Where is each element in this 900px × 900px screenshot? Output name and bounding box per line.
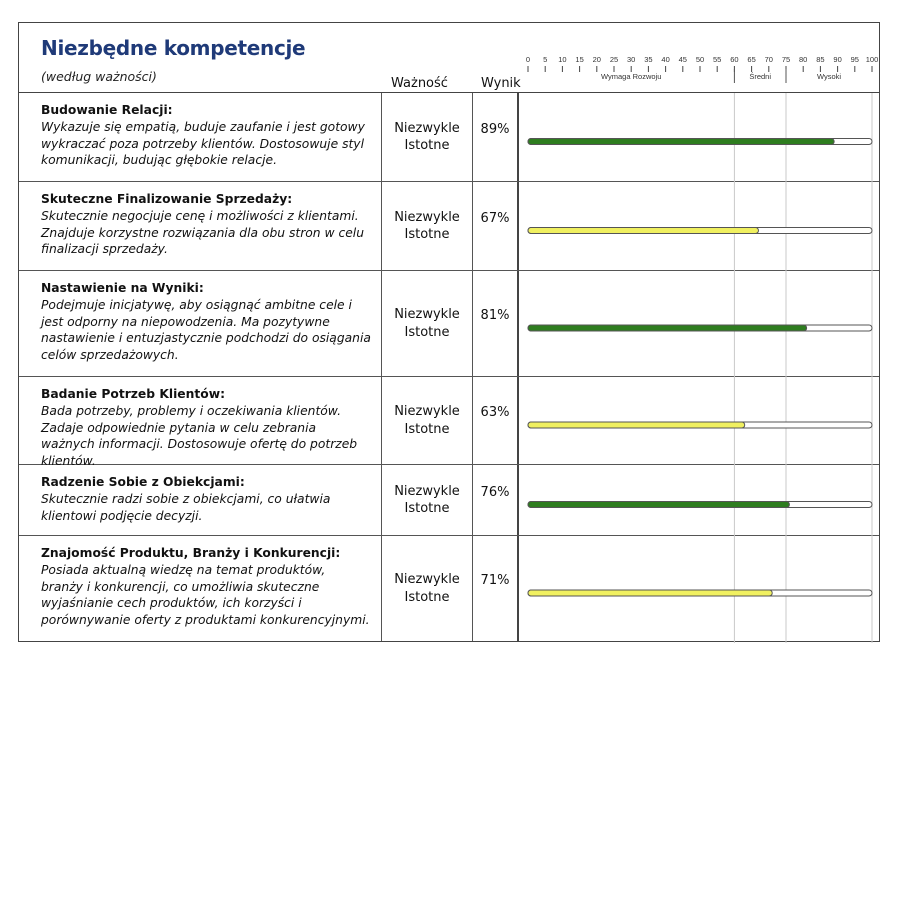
x-tick-label: 5 bbox=[543, 55, 548, 64]
score-column-header: Wynik bbox=[481, 76, 521, 91]
x-tick-label: 70 bbox=[764, 55, 773, 64]
competency-name: Budowanie Relacji: bbox=[41, 103, 173, 117]
x-tick-label: 90 bbox=[833, 55, 842, 64]
x-tick-label: 50 bbox=[695, 55, 705, 64]
x-tick-label: 55 bbox=[713, 55, 722, 64]
score-bar bbox=[528, 325, 807, 331]
score-value: 76% bbox=[480, 484, 510, 500]
competency-name: Radzenie Sobie z Obiekcjami: bbox=[41, 475, 245, 489]
importance-value: Niezwykle Istotne bbox=[394, 209, 460, 242]
importance-value: Niezwykle Istotne bbox=[394, 120, 460, 153]
x-tick-label: 15 bbox=[575, 55, 584, 64]
importance-value: Niezwykle Istotne bbox=[394, 483, 460, 516]
x-tick-label: 30 bbox=[627, 55, 636, 64]
score-value: 67% bbox=[480, 210, 510, 226]
x-tick-label: 100 bbox=[865, 55, 879, 64]
importance-column-header: Ważność bbox=[391, 76, 448, 91]
x-tick-label: 10 bbox=[558, 55, 567, 64]
x-tick-label: 25 bbox=[609, 55, 619, 64]
competency-description: Bada potrzeby, problemy i oczekiwania klientów. Zadaje odpowiednie pytania w celu zebrania ważnych informacji. Dostosowuje ofertę do potrzeb klientów. bbox=[41, 403, 358, 469]
x-tick-label: 0 bbox=[525, 55, 531, 64]
x-tick-label: 65 bbox=[747, 55, 756, 64]
competency-name: Znajomość Produktu, Branży i Konkurencji: bbox=[41, 546, 341, 560]
x-tick-label: 35 bbox=[644, 55, 653, 64]
importance-value: Niezwykle Istotne bbox=[394, 307, 460, 340]
importance-value: Niezwykle Istotne bbox=[394, 404, 460, 437]
page-title: Niezbędne kompetencje bbox=[41, 36, 306, 60]
competency-name: Badanie Potrzeb Klientów: bbox=[41, 387, 226, 401]
competency-description: Skutecznie negocjuje cenę i możliwości z klientami. Znajduje korzystne rozwiązania dla obu stron w celu finalizacji sprzedaży. bbox=[41, 208, 364, 257]
score-value: 63% bbox=[480, 405, 510, 420]
competency-name: Nastawienie na Wyniki: bbox=[41, 281, 204, 295]
competency-description: Podejmuje inicjatywę, aby osiągnąć ambitne cele i jest odporny na niepowodzenia. Ma pozytywne nastawienie i entuzjastycznie podchodzi do osiągania celów sprzedażowych. bbox=[41, 297, 371, 363]
x-tick-label: 75 bbox=[781, 55, 791, 64]
x-tick-label: 60 bbox=[730, 55, 739, 64]
band-label: Wymaga Rozwoju bbox=[601, 72, 662, 81]
score-bar-chart bbox=[19, 23, 881, 643]
x-tick-label: 45 bbox=[678, 55, 687, 64]
score-value: 89% bbox=[480, 121, 510, 137]
x-tick-label: 85 bbox=[816, 55, 825, 64]
band-label: Średni bbox=[749, 72, 772, 81]
score-value: 71% bbox=[480, 573, 510, 588]
competency-description: Wykazuje się empatią, buduje zaufanie i jest gotowy wykraczać poza potrzeby klientów. Dostosowuje styl komunikacji, budując głębokie relacje. bbox=[41, 119, 365, 168]
competency-description: Skutecznie radzi sobie z obiekcjami, co ułatwia klientowi podjęcie decyzji. bbox=[41, 491, 331, 523]
band-label: Wysoki bbox=[816, 72, 842, 81]
score-bar bbox=[528, 502, 789, 508]
page-subtitle: (według ważności) bbox=[41, 69, 157, 84]
score-bar bbox=[528, 590, 772, 596]
importance-value: Niezwykle Istotne bbox=[394, 572, 460, 605]
x-tick-label: 95 bbox=[850, 55, 859, 64]
competency-description: Posiada aktualną wiedzę na temat produktów, branży i konkurencji, co umożliwia skuteczne wyjaśnianie cech produktów, ich korzyści i porównywanie oferty z produktami konkurencyjnymi. bbox=[41, 562, 370, 628]
competency-table bbox=[18, 22, 880, 642]
score-value: 81% bbox=[480, 308, 510, 323]
competency-name: Skuteczne Finalizowanie Sprzedaży: bbox=[41, 192, 293, 206]
score-bar bbox=[528, 228, 758, 234]
score-bar bbox=[528, 139, 834, 145]
x-tick-label: 20 bbox=[592, 55, 601, 64]
x-tick-label: 40 bbox=[661, 55, 670, 64]
x-tick-label: 80 bbox=[799, 55, 808, 64]
score-bar bbox=[528, 422, 745, 428]
